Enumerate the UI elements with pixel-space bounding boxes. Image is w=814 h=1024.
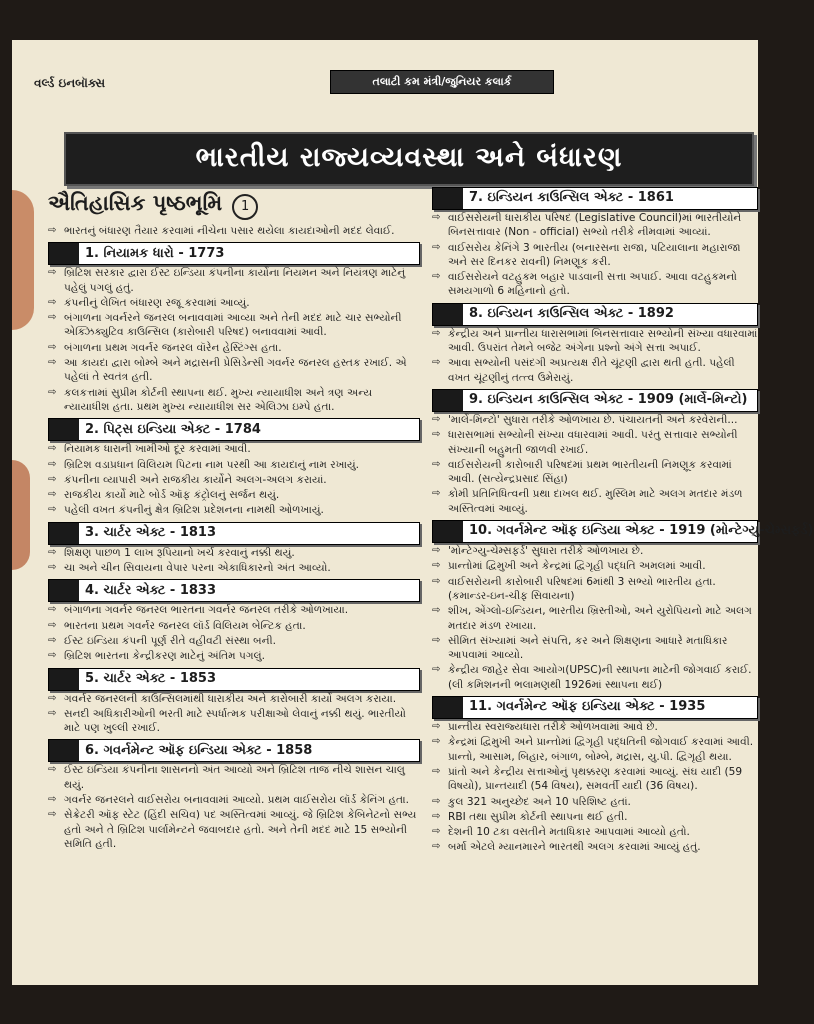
- act-section: [432, 389, 758, 516]
- header-block: [49, 740, 79, 761]
- bullet-item: ⇨ વાઈસરોયની ધારાકીય પરિષદ (Legislative Council)માં ભારતીયોને બિનસત્તાવાર (Non - official) સભ્યો તરીકે નીમવામાં આવ્યાં.: [432, 211, 758, 240]
- bullet-item: ⇨ કુલ 321 અનુચ્છેદ અને 10 પરિશિષ્ટ હતાં.: [432, 795, 758, 809]
- bullet-item: ⇨ બર્મા એટલે મ્યાનમારને ભારતથી અલગ કરવામાં આવ્યું હતું.: [432, 840, 758, 854]
- act-section: [432, 187, 758, 299]
- act-section: [432, 303, 758, 385]
- bullet-item: ⇨ વાઈસરોયની કારોબારી પરિષદમાં 6માંથી 3 સભ્યો ભારતીય હતા. (કમાન્ડર-ઇન-ચીફ સિવાયના): [432, 575, 758, 604]
- section-subtitle: [48, 188, 420, 222]
- act-section: [48, 579, 420, 663]
- thumb: [12, 190, 34, 330]
- thumb: [12, 460, 30, 570]
- section-header: [432, 696, 758, 719]
- section-header: [48, 739, 420, 762]
- bullet-list: [432, 720, 758, 855]
- section-title: 6. ગવર્નમેન્ટ ઑફ ઇન્ડિયા એક્ટ - 1858: [85, 742, 313, 758]
- section-header: [432, 187, 758, 210]
- header-block: [49, 580, 79, 601]
- bullet-item: ⇨ કંપનીના વ્યાપારી અને રાજકીય કાર્યોને અલગ-અલગ કરાયાં.: [48, 473, 420, 487]
- header-block: [49, 243, 79, 264]
- bullet-list: [48, 266, 420, 414]
- section-header: [432, 303, 758, 326]
- bullet-item: ⇨ શિક્ષણ પાછળ 1 લાખ રૂપિયાનો ખર્ચ કરવાનું નક્કી થયું.: [48, 546, 420, 560]
- brand-label: વર્લ્ડ ઇનબૉક્સ: [34, 76, 106, 90]
- section-header: [48, 579, 420, 602]
- bullet-item: ⇨ પ્રાન્તોમાં દ્વિમુખી અને કેન્દ્રમાં દ્વિગૃહી પદ્ધતિ અમલમાં આવી.: [432, 559, 758, 573]
- act-section: [432, 520, 814, 692]
- act-section: [432, 696, 758, 855]
- bullet-item: ⇨ શીખ, એંગ્લો-ઇન્ડિયન, ભારતીય ખ્રિસ્તીઓ, અને યુરોપિયનો માટે અલગ મતદાર મંડળ રખાયા.: [432, 604, 758, 633]
- bullet-item: ⇨ સેક્રેટરી ઑફ સ્ટેટ (હિંદી સચિવ) પદ અસ્તિત્વમાં આવ્યું. જે બ્રિટિશ કેબિનેટનો સભ્ય હતો અને તે બ્રિટિશ પાર્લામેન્ટને જવાબદાર હતો. અને તેની મદદ માટે 15 સભ્યોની સમિતિ હતી.: [48, 808, 420, 851]
- header-block: [433, 304, 463, 325]
- header-block: [433, 390, 463, 411]
- bullet-item: ⇨ રાજકીય કાર્યો માટે બોર્ડ ઑફ કંટ્રોલનું સર્જન થયું.: [48, 488, 420, 502]
- act-section: [48, 522, 420, 576]
- section-title: 2. પિટ્સ ઇન્ડિયા એક્ટ - 1784: [85, 421, 261, 437]
- section-title: 10. ગવર્નમેન્ટ ઑફ ઇન્ડિયા એક્ટ - 1919 (મોન્ટેગ્યુ-ચેમ્સફર્ડ): [469, 523, 814, 539]
- act-section: [48, 668, 420, 736]
- section-title: 1. નિયામક ધારો - 1773: [85, 245, 225, 261]
- bullet-item: ⇨ દેશની 10 ટકા વસતીને મતાધિકાર આપવામાં આવ્યો હતો.: [432, 825, 758, 839]
- act-section: [48, 418, 420, 517]
- bullet-item: ⇨ ધારાસભામાં સભ્યોની સંખ્યા વધારવામાં આવી. પરંતુ સત્તાવાર સભ્યોની સંખ્યાની બહુમતી જાળવી રખાઈ.: [432, 428, 758, 457]
- bullet-item: ⇨ વાઈસરોયને વટહુકમ બહાર પાડવાની સત્તા અપાઈ. આવા વટહુકમનો સમયગાળો 6 મહિનાનો હતો.: [432, 270, 758, 299]
- bullet-item: ⇨ કંપનીનું લેખિત બંધારણ રજૂ કરવામાં આવ્યું.: [48, 296, 420, 310]
- bullet-item: ⇨ આ કાયદા દ્વારા બોમ્બે અને મદ્રાસની પ્રેસિડેન્સી ગવર્નર જનરલ હસ્તક રખાઈ. એ પહેલાં તે સ્વતંત્ર હતી.: [48, 356, 420, 385]
- bullet-item: ⇨ પહેલી વખત કંપનીનું ક્ષેત્ર બ્રિટિશ પ્રદેશનના નામથી ઓળખાયું.: [48, 503, 420, 517]
- bullet-item: ⇨ કેન્દ્રીય જાહેર સેવા આયોગ(UPSC)ની સ્થાપના માટેની જોગવાઈ કરાઈ. (લી કમિશનની ભલામણથી 1926માં સ્થાપના થઈ): [432, 663, 758, 692]
- bullet-item: ⇨ સનદી અધિકારીઓની ભરતી માટે સ્પર્ધાત્મક પરીક્ષાઓ લેવાનું નક્કી થયું. ભારતીયો માટે પણ ખુલ્લી રખાઈ.: [48, 707, 420, 736]
- section-title: 4. ચાર્ટર એક્ટ - 1833: [85, 582, 217, 598]
- section-header: [432, 389, 758, 412]
- bullet-item: ⇨ ભારતના પ્રથમ ગવર્નર જનરલ લૉર્ડ વિલિયમ બેન્ટિક હતા.: [48, 619, 420, 633]
- intro-text: ⇨ ભારતનું બંધારણ તૈયાર કરવામાં નીચેના પસાર થયેલા કાયદાઓની મદદ લેવાઈ.: [48, 224, 420, 238]
- section-title: 8. ઇન્ડિયન કાઉન્સિલ એક્ટ - 1892: [469, 306, 674, 322]
- bullet-item: ⇨ ઈસ્ટ ઇન્ડિયા કંપનીના શાસનનો અંત આવ્યો અને બ્રિટિશ તાજ નીચે શાસન ચાલુ થયું.: [48, 763, 420, 792]
- bullet-item: ⇨ RBI તથા સુપ્રીમ કોર્ટની સ્થાપના થઈ હતી.: [432, 810, 758, 824]
- bullet-item: ⇨ કેન્દ્રમાં દ્વિમુખી અને પ્રાન્તોમાં દ્વિગૃહી પદ્ધતિની જોગવાઈ કરવામાં આવી. પ્રાન્તો, આસામ, બિહાર, બંગાળ, બોમ્બે, મદ્રાસ, યુ.પી. દ્વિગૃહી થયા.: [432, 735, 758, 764]
- section-title: 3. ચાર્ટર એક્ટ - 1813: [85, 525, 217, 541]
- title-banner: [64, 132, 754, 186]
- section-title: 7. ઇન્ડિયન કાઉન્સિલ એક્ટ - 1861: [469, 190, 674, 206]
- bullet-item: ⇨ આવા સભ્યોની પસંદગી અપ્રત્યક્ષ રીતે ચૂંટણી દ્વારા થતી હતી. પહેલી વખત ચૂંટણીનું તત્ત્વ ઉમેરાયું.: [432, 356, 758, 385]
- bullet-item: ⇨ બંગાળના ગવર્નરને જનરલ બનાવવામાં આવ્યા અને તેની મદદ માટે ચાર સભ્યોની એક્ઝિક્યુટિવ કાઉન્સિલ (કારોબારી પરિષદ) બનાવવામાં આવી.: [48, 311, 420, 340]
- subtitle-text: ઐતિહાસિક પૃષ્ઠભૂમિ: [48, 191, 223, 215]
- bullet-item: ⇨ ચા અને ચીન સિવાયના વેપાર પરના એકાધિકારનો અંત આવ્યો.: [48, 561, 420, 575]
- bullet-item: ⇨ કેન્દ્રીય અને પ્રાન્તીય ધારાસભામાં બિનસત્તાવાર સભ્યોની સંખ્યા વધારવામાં આવી. ઉપરાંત તેમને બજેટ અંગેના પ્રશ્નો અંગે સત્તા અપાઈ.: [432, 327, 758, 356]
- header-block: [433, 697, 463, 718]
- bullet-item: ⇨ પ્રાન્તીય સ્વરાજ્યધારા તરીકે ઓળખવામાં આવે છે.: [432, 720, 758, 734]
- bullet-item: ⇨ ગવર્નર જનરલની કાઉન્સિલમાંથી ધારાકીય અને કારોબારી કાર્યો અલગ કરાયા.: [48, 692, 420, 706]
- subtitle-number: 1: [232, 194, 258, 220]
- bullet-list: [432, 327, 758, 385]
- bullet-item: ⇨ બ્રિટિશ વડાપ્રધાન વિલિયમ પિટના નામ પરથી આ કાયદાનું નામ રખાયું.: [48, 458, 420, 472]
- bullet-item: ⇨ કોમી પ્રતિનિધિત્વની પ્રથા દાખલ થઈ. મુસ્લિમ માટે અલગ મતદાર મંડળ અસ્તિત્વમાં આવ્યું.: [432, 487, 758, 516]
- bullet-item: ⇨ બંગાળના ગવર્નર જનરલ ભારતના ગવર્નર જનરલ તરીકે ઓળખાયા.: [48, 603, 420, 617]
- bullet-list: [432, 413, 758, 516]
- bullet-list: [48, 546, 420, 576]
- bullet-list: [48, 603, 420, 663]
- act-section: [48, 242, 420, 414]
- bullet-item: ⇨ નિયામક ધારાની ખામીઓ દૂર કરવામાં આવી.: [48, 442, 420, 456]
- left-column: [48, 188, 420, 854]
- bullet-item: ⇨ બ્રિટિશ ભારતના કેન્દ્રીકરણ માટેનું અંતિમ પગલું.: [48, 649, 420, 663]
- section-header: [48, 418, 420, 441]
- header-block: [49, 669, 79, 690]
- page-title: ભારતીય રાજ્યવ્યવસ્થા અને બંધારણ: [195, 142, 623, 173]
- header-block: [49, 419, 79, 440]
- bullet-item: ⇨ 'મોન્ટેગ્યુ-ચેમ્સફર્ડ' સુધારા તરીકે ઓળખાય છે.: [432, 544, 758, 558]
- section-title: 5. ચાર્ટર એક્ટ - 1853: [85, 670, 217, 686]
- section-title: 9. ઇન્ડિયન કાઉન્સિલ એક્ટ - 1909 (માર્લે-મિન્ટો): [469, 392, 748, 408]
- bullet-item: ⇨ કલકત્તામાં સુપ્રીમ કોર્ટની સ્થાપના થઈ. મુખ્ય ન્યાયાધીશ અને ત્રણ અન્ય ન્યાયાધીશ હતા. પ્રથમ મુખ્ય ન્યાયાધીશ સર એલિઝા ઇમ્પે હતા.: [48, 386, 420, 415]
- header-block: [49, 523, 79, 544]
- book-page: [12, 40, 814, 985]
- bullet-item: ⇨ બ્રિટિશ સરકાર દ્વારા ઈસ્ટ ઇન્ડિયા કંપનીના કાર્યોના નિયમન અને નિયંત્રણ માટેનું પહેલું પગલું હતું.: [48, 266, 420, 295]
- bullet-item: ⇨ સીમિત સંખ્યામાં અને સંપત્તિ, કર અને શિક્ષણના આધારે મતાધિકાર આપવામાં આવ્યો.: [432, 634, 758, 663]
- section-header: [48, 242, 420, 265]
- bullet-list: [48, 692, 420, 736]
- header-block: [433, 188, 463, 209]
- section-header: [48, 522, 420, 545]
- section-header: [48, 668, 420, 691]
- bullet-item: ⇨ વાઈસરોય કેનિંગે 3 ભારતીય (બનારસના રાજા, પટિયાલાના મહારાજા અને સર દિનકર રાવની) નિમણૂક કરી.: [432, 241, 758, 270]
- act-section: [48, 739, 420, 851]
- bullet-item: ⇨ વાઈસરોયની કારોબારી પરિષદમાં પ્રથમ ભારતીયની નિમણૂક કરવામાં આવી. (સત્યેન્દ્રપ્રસાદ સિંહા): [432, 458, 758, 487]
- bullet-list: [48, 442, 420, 517]
- section-header: [432, 520, 814, 543]
- right-column: [432, 183, 814, 858]
- bullet-item: ⇨ ગવર્નર જનરલને વાઈસરોય બનાવવામાં આવ્યો. પ્રથમ વાઈસરોય લૉર્ડ કેનિંગ હતા.: [48, 793, 420, 807]
- bullet-item: ⇨ 'માર્લે-મિન્ટો' સુધારા તરીકે ઓળખાય છે. પંચાયતની અને કરવેરાની...: [432, 413, 758, 427]
- bullet-list: [432, 544, 758, 692]
- bullet-item: ⇨ પ્રાંતો અને કેન્દ્રીય સત્તાઓનું પૃથક્કરણ કરવામાં આવ્યું. સંઘ યાદી (59 વિષયો), પ્રાન્તયાદી (54 વિષય), સમવર્તી યાદી (36 વિષય).: [432, 765, 758, 794]
- header-block: [433, 521, 463, 542]
- bullet-item: ⇨ ઈસ્ટ ઇન્ડિયા કંપની પૂર્ણ રીતે વહીવટી સંસ્થા બની.: [48, 634, 420, 648]
- bullet-list: [432, 211, 758, 299]
- exam-tag: તલાટી કમ મંત્રી/જુનિયર કલાર્ક: [330, 70, 554, 94]
- bullet-item: ⇨ બંગાળના પ્રથમ ગવર્નર જનરલ વૉરેન હેસ્ટિંગ્સ હતા.: [48, 341, 420, 355]
- section-title: 11. ગવર્નમેન્ટ ઑફ ઇન્ડિયા એક્ટ - 1935: [469, 699, 706, 715]
- bullet-list: [48, 763, 420, 851]
